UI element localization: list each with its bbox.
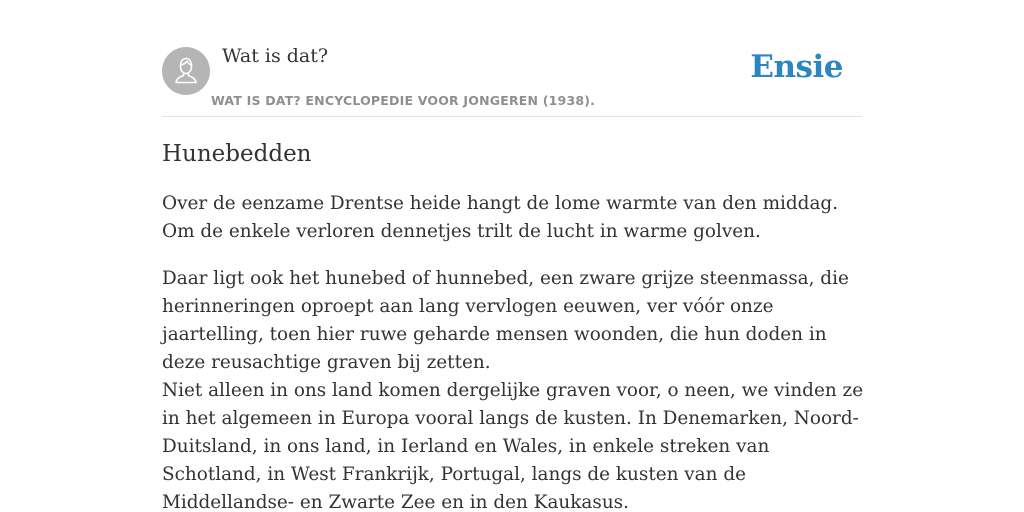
article-paragraph: Daar ligt ook het hunebed of hunnebed, een zware grijze steenmassa, die herinneringen oproept aan lang vervlogen eeuwen, ver vóór onze jaartelling, toen hier ruwe geharde mensen woonden, die hun doden in deze reusachtige graven bij zetten. bbox=[162, 268, 849, 373]
article-paragraph: Niet alleen in ons land komen dergelijke graven voor, o neen, we vinden ze in het algemeen in Europa vooral langs de kusten. In Denemarken, Noord-Duitsland, in ons land, in Ierland en Wales, in enkele streken van Schotland, in West Frankrijk, Portugal, langs de kusten van de Middellandse- en Zwarte Zee en in den Kaukasus. bbox=[162, 380, 864, 512]
author-name[interactable]: Wat is dat? bbox=[222, 45, 329, 67]
ensie-logo[interactable]: Ensie bbox=[750, 49, 843, 85]
article-paragraph: Over de eenzame Drentse heide hangt de lome warmte van den middag. Om de enkele verloren dennetjes trilt de lucht in warme golven. bbox=[162, 193, 839, 242]
article-body bbox=[162, 136, 868, 512]
article-title: Hunebedden bbox=[162, 141, 312, 167]
source-reference[interactable]: WAT IS DAT? ENCYCLOPEDIE VOOR JONGEREN (1938). bbox=[211, 93, 596, 108]
author-avatar[interactable] bbox=[162, 47, 210, 95]
user-silhouette-icon bbox=[162, 47, 210, 95]
article-header bbox=[162, 0, 862, 117]
